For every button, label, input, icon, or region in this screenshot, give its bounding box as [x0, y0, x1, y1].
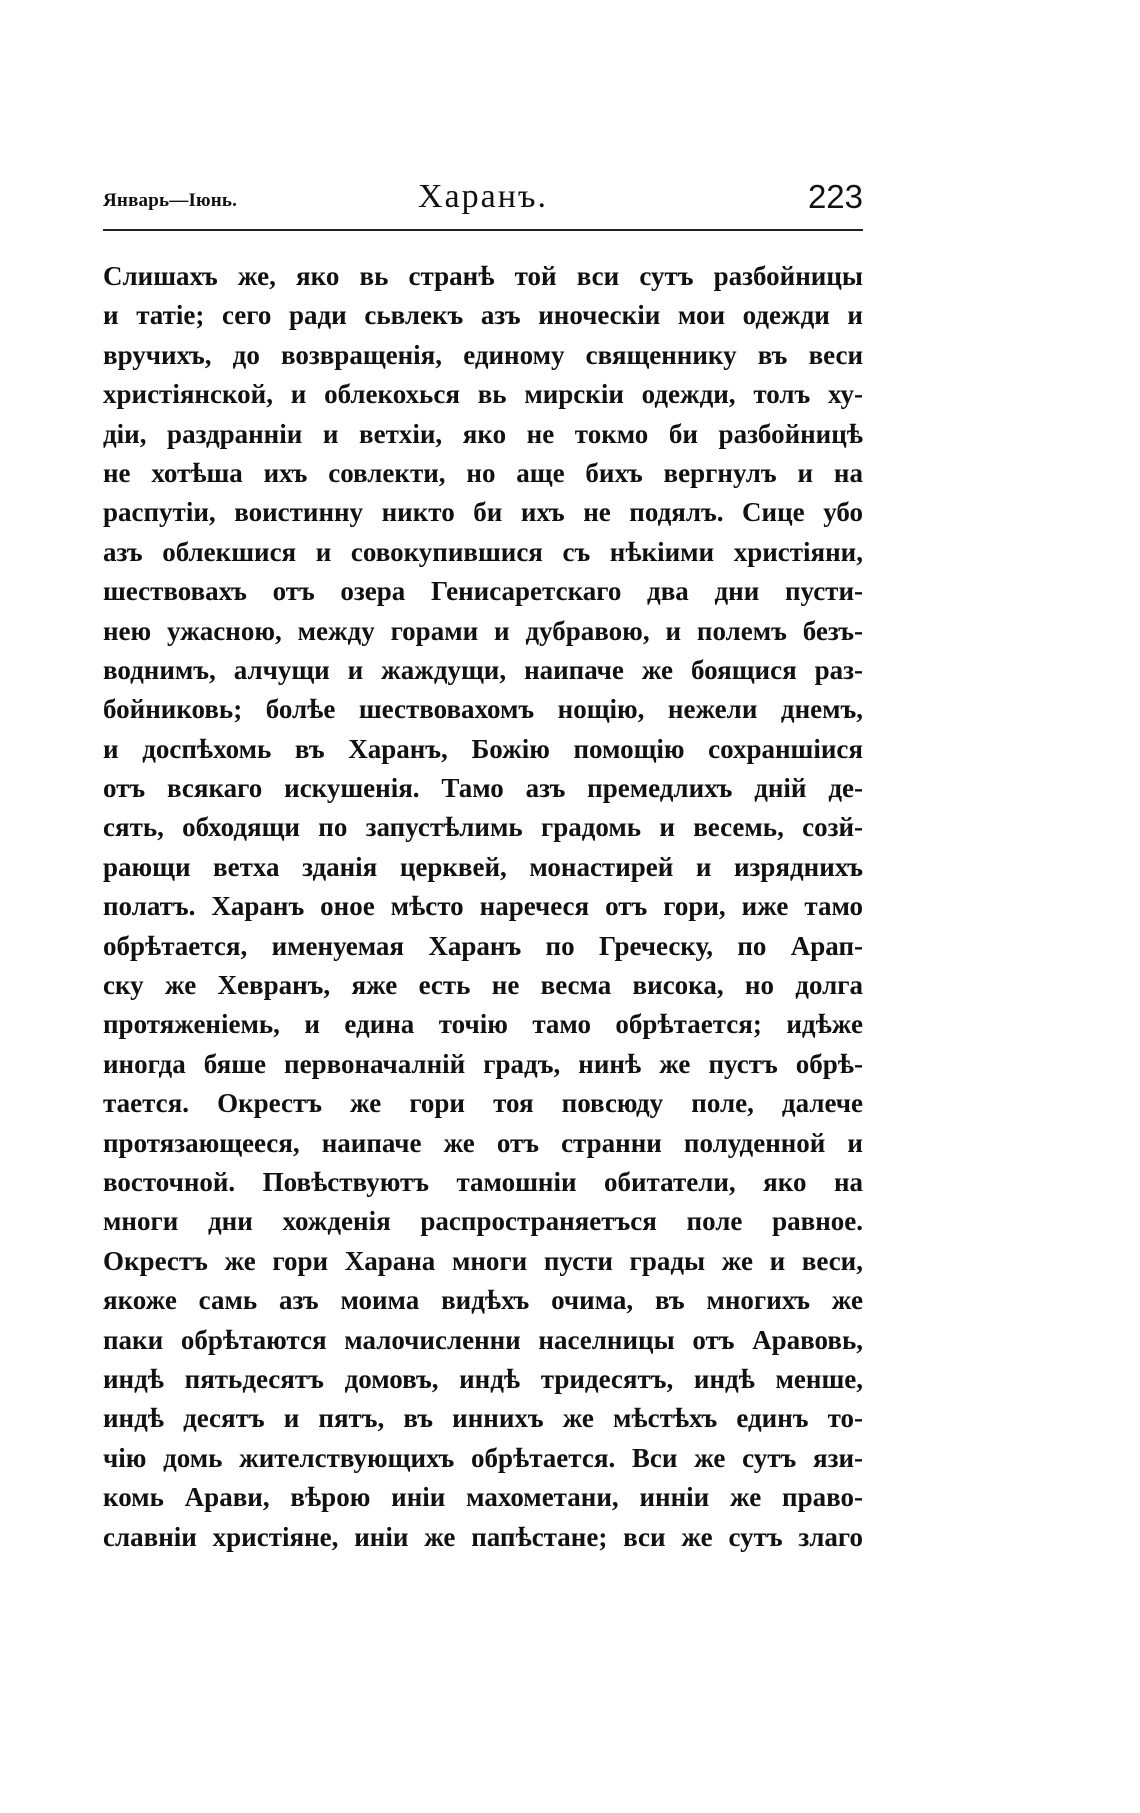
text-line: протязающееся, наипаче же отъ странни полуденной и: [103, 1127, 863, 1158]
text-line: рающи ветха зданія церквей, монастирей и изряднихъ: [103, 851, 863, 882]
text-line: отъ всякаго искушенія. Тамо азъ премедлихъ днiй де-: [103, 773, 863, 804]
text-line: распутіи, воистинну никто би ихъ не подялъ. Сице убо: [103, 497, 863, 528]
running-head-title: Харанъ.: [417, 178, 548, 215]
text-line: иногда бяше первоначалній градъ, нинѣ же пустъ обрѣ-: [103, 1048, 863, 1079]
body-text: [103, 257, 863, 1557]
page-number: 223: [807, 178, 863, 215]
text-line: и доспѣхомь въ Харанъ, Божію помощію сохраншіися: [103, 733, 863, 764]
text-line: азъ облекшися и совокупившися съ нѣкіими христіяни,: [103, 536, 863, 567]
text-line: нею ужасною, между горами и дубравою, и полемъ безъ-: [103, 615, 863, 646]
text-line: индѣ десятъ и пятъ, въ инниxъ же мѣстѣхъ единъ то-: [103, 1403, 863, 1434]
text-line: бойниковь; болѣе шествовахомъ нощію, нежели днемъ,: [103, 694, 863, 725]
text-line: полатъ. Харанъ оное мѣсто наречеся отъ гори, иже тамо: [103, 891, 863, 922]
text-line: славніи христіяне, иніи же папѣстане; вси же сутъ злаго: [103, 1521, 863, 1552]
text-line: ску же Хевранъ, яже есть не весма висока, но долга: [103, 970, 863, 1001]
text-line: и татіе; сего ради сьвлекъ азъ иноческіи мои одежди и: [103, 300, 863, 331]
text-line: комь Арави, вѣрою иніи махометани, инніи же право-: [103, 1482, 863, 1513]
text-line: христіянской, и облекохься вь мирскіи одежди, толъ ху-: [103, 379, 863, 410]
text-line: діи, раздранніи и ветхіи, яко не токмо би разбойницѣ: [103, 418, 863, 449]
text-line: индѣ пятьдесятъ домовъ, индѣ тридесятъ, индѣ менше,: [103, 1363, 863, 1394]
header-rule: [103, 229, 863, 231]
text-line: сять, обходящи по запустѣлимь градомь и весемь, созй-: [103, 812, 863, 843]
running-head: [103, 178, 863, 218]
text-line: вручихъ, до возвращенія, единому священнику въ веси: [103, 339, 863, 370]
text-line: тается. Окрестъ же гори тоя повсюду поле, далече: [103, 1088, 863, 1119]
text-line: многи дни хожденія распространяетъся поле равное.: [103, 1206, 863, 1237]
text-line: протяженіемь, и едина точію тамо обрѣтается; идѣже: [103, 1009, 863, 1040]
text-line: восточной. Повѣствуютъ тамошніи обитатели, яко на: [103, 1166, 863, 1197]
text-line: воднимъ, алчущи и жаждущи, наипаче же боящися раз-: [103, 654, 863, 685]
text-line: не хотѣша ихъ совлекти, но аще бихъ вергнулъ и на: [103, 457, 863, 488]
running-head-months: Январь—Іюнь.: [103, 190, 238, 211]
text-line: обрѣтается, именуемая Харанъ по Греческу, по Арап-: [103, 930, 863, 961]
text-line: паки обрѣтаются малочисленни населницы отъ Аравовь,: [103, 1324, 863, 1355]
text-line: Окрестъ же гори Харана многи пусти грады же и веси,: [103, 1245, 863, 1276]
text-line: чію домь жителствующихъ обрѣтается. Вси же сутъ язи-: [103, 1442, 863, 1473]
text-line: Слишахъ же, яко вь странѣ той вси сутъ разбойницы: [103, 261, 863, 291]
text-line: якоже самь азъ моима видѣхъ очима, въ многихъ же: [103, 1285, 863, 1316]
text-line: шествовахъ отъ озера Генисаретскаго два дни пусти-: [103, 576, 863, 607]
